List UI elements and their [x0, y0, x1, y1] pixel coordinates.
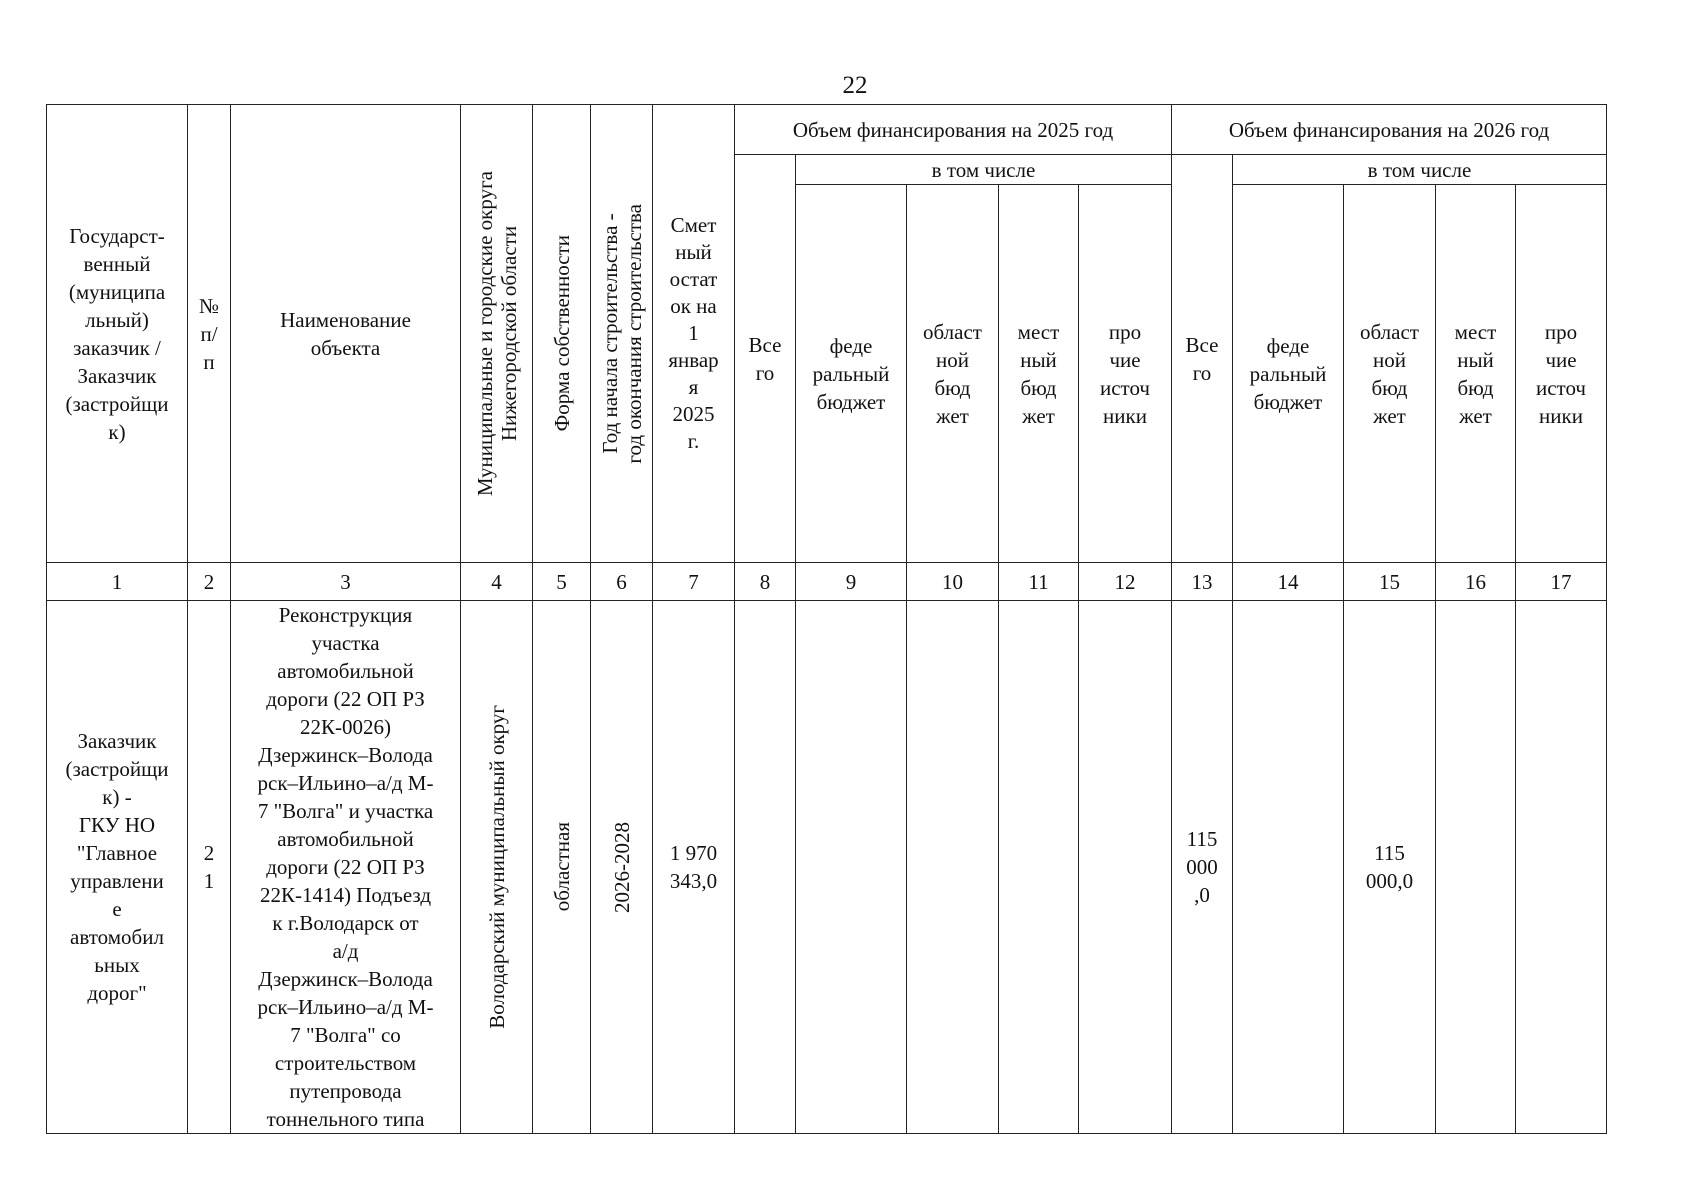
column-number: 17	[1516, 563, 1607, 601]
header-local-2026: мест ный бюд жет	[1436, 185, 1516, 563]
column-number: 1	[47, 563, 188, 601]
cell-district	[461, 601, 533, 1134]
header-total-2025: Все го	[735, 155, 796, 563]
cell-customer: Заказчик (застройщи к) - ГКУ НО "Главное управлени е автомобил ьных дорог"	[47, 601, 188, 1134]
cell-regional-2025	[907, 601, 999, 1134]
column-number: 7	[653, 563, 735, 601]
column-number: 9	[796, 563, 907, 601]
cell-ownership-text: областная	[549, 822, 574, 912]
cell-federal-2026	[1233, 601, 1344, 1134]
column-number: 4	[461, 563, 533, 601]
cell-estimated-balance: 1 970 343,0	[653, 601, 735, 1134]
cell-number: 2 1	[188, 601, 231, 1134]
header-including-2025: в том числе	[796, 155, 1172, 185]
column-number: 5	[533, 563, 591, 601]
header-federal-2026: феде ральный бюджет	[1233, 185, 1344, 563]
header-districts-cell	[461, 105, 533, 563]
header-number: № п/ п	[188, 105, 231, 563]
cell-years	[591, 601, 653, 1134]
header-local-2025: мест ный бюд жет	[999, 185, 1079, 563]
header-federal-2025: феде ральный бюджет	[796, 185, 907, 563]
column-number: 8	[735, 563, 796, 601]
header-other-2026: про чие источ ники	[1516, 185, 1607, 563]
column-number: 11	[999, 563, 1079, 601]
cell-years-text: 2026-2028	[609, 821, 634, 913]
cell-object-name: Реконструкция участка автомобильной дороги (22 ОП РЗ 22К-0026) Дзержинск–Волода рск–Ильино–а/д М- 7 "Волга" и участка автомобильной дороги (22 ОП РЗ 22К-1414) Подъезд к г.Володарск от а/д Дзержинск–Волода рск–Ильино–а/д М- 7 "Волга" со строительством путепровода тоннельного типа	[231, 601, 461, 1134]
table-row	[47, 601, 1607, 1134]
column-number: 3	[231, 563, 461, 601]
column-number: 2	[188, 563, 231, 601]
header-customer: Государст- венный (муниципа льный) заказчик / Заказчик (застройщи к)	[47, 105, 188, 563]
cell-local-2026	[1436, 601, 1516, 1134]
header-including-2026: в том числе	[1233, 155, 1607, 185]
header-row-1	[47, 105, 1607, 155]
cell-total-2026: 115 000 ,0	[1172, 601, 1233, 1134]
header-financing-2026: Объем финансирования на 2026 год	[1172, 105, 1607, 155]
column-number: 12	[1079, 563, 1172, 601]
header-districts: Муниципальные и городские округа Нижегородской области	[472, 170, 521, 497]
header-other-2025: про чие источ ники	[1079, 185, 1172, 563]
cell-regional-2026: 115 000,0	[1344, 601, 1436, 1134]
header-financing-2025: Объем финансирования на 2025 год	[735, 105, 1172, 155]
header-ownership-cell	[533, 105, 591, 563]
cell-local-2025	[999, 601, 1079, 1134]
header-years: Год начала строительства - год окончания строительства	[597, 203, 646, 464]
header-years-cell	[591, 105, 653, 563]
column-number: 14	[1233, 563, 1344, 601]
column-number: 6	[591, 563, 653, 601]
column-number: 15	[1344, 563, 1436, 601]
header-regional-2026: област ной бюд жет	[1344, 185, 1436, 563]
column-number: 13	[1172, 563, 1233, 601]
column-number: 10	[907, 563, 999, 601]
column-number: 16	[1436, 563, 1516, 601]
cell-district-text: Володарский муниципальный округ	[484, 705, 509, 1029]
cell-other-2025	[1079, 601, 1172, 1134]
header-object-name: Наименование объекта	[231, 105, 461, 563]
header-total-2026: Все го	[1172, 155, 1233, 563]
header-estimated-balance: Смет ный остат ок на 1 январ я 2025 г.	[653, 105, 735, 563]
financing-table	[46, 104, 1607, 1134]
cell-federal-2025	[796, 601, 907, 1134]
column-number-row	[47, 563, 1607, 601]
cell-ownership	[533, 601, 591, 1134]
cell-total-2025	[735, 601, 796, 1134]
page-number: 22	[842, 72, 868, 99]
header-regional-2025: област ной бюд жет	[907, 185, 999, 563]
cell-other-2026	[1516, 601, 1607, 1134]
header-ownership: Форма собственности	[549, 235, 574, 432]
